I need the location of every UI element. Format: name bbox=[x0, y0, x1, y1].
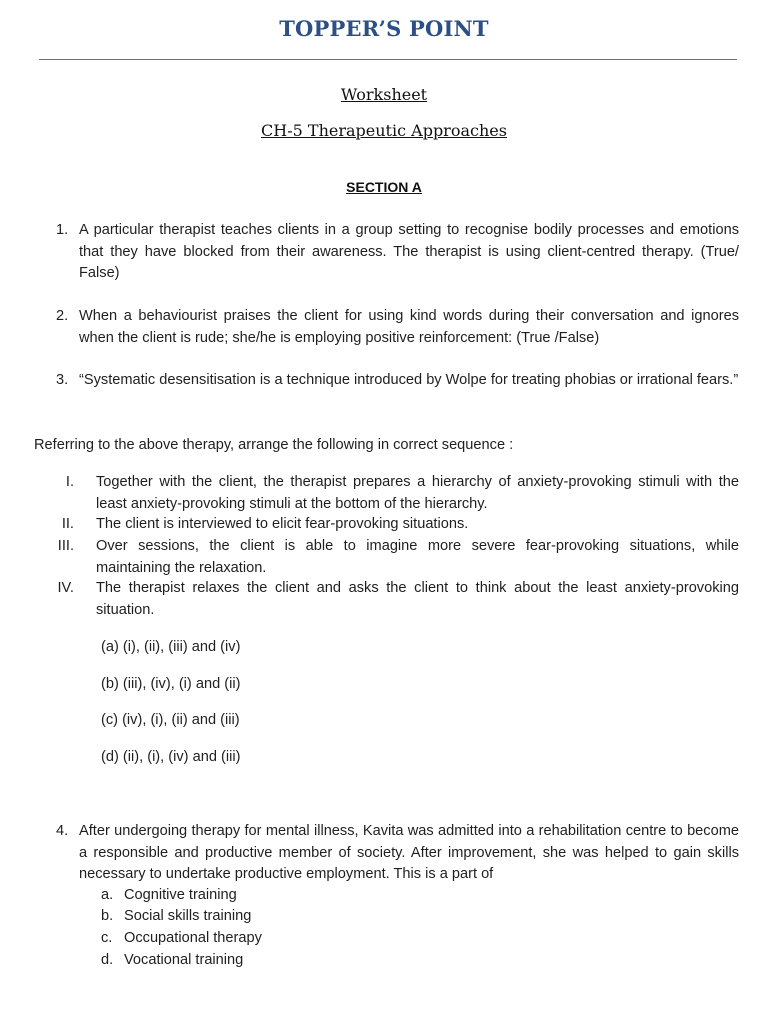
question-4-text: After undergoing therapy for mental illness, Kavita was admitted into a rehabilitation centre to become a responsible and productive member of society. After improvement, she was helped to gain skills necessary to undertake productive employment. This is a part of bbox=[79, 823, 739, 882]
brand-header: TOPPER’S POINT bbox=[279, 16, 489, 41]
section-heading: SECTION A bbox=[346, 179, 422, 195]
option-b: (b) (iii), (iv), (i) and (ii) bbox=[101, 676, 241, 692]
step-3-text: Over sessions, the client is able to imagine more severe fear-provoking situations, while maintaining the relaxation. bbox=[96, 538, 739, 576]
step-4-number: IV. bbox=[57, 580, 74, 596]
question-1-text: A particular therapist teaches clients in a group setting to recognise bodily processes and emotions that they have blocked from their awareness. The therapist is using client-centred therapy. (True/ False) bbox=[79, 222, 739, 281]
q4-option-a: Cognitive training bbox=[124, 887, 237, 903]
step-1-text: Together with the client, the therapist prepares a hierarchy of anxiety-provoking stimuli with the least anxiety-provoking stimuli at the bottom of the hierarchy. bbox=[96, 474, 739, 512]
question-1-number: 1. bbox=[56, 222, 69, 238]
header-divider bbox=[39, 59, 737, 60]
question-3-number: 3. bbox=[56, 372, 69, 388]
q4-option-b: Social skills training bbox=[124, 908, 252, 924]
q4-option-a-label: a. bbox=[101, 887, 114, 903]
option-c: (c) (iv), (i), (ii) and (iii) bbox=[101, 712, 240, 728]
question-3-text: “Systematic desensitisation is a technique introduced by Wolpe for treating phobias or irrational fears.” bbox=[79, 372, 739, 388]
step-4-text: The therapist relaxes the client and asks the client to think about the least anxiety-provoking situation. bbox=[96, 580, 739, 618]
q4-option-c-label: c. bbox=[101, 930, 113, 946]
question-2-number: 2. bbox=[56, 308, 69, 324]
option-a: (a) (i), (ii), (iii) and (iv) bbox=[101, 639, 241, 655]
q4-option-d-label: d. bbox=[101, 952, 114, 968]
question-2-text: When a behaviourist praises the client for using kind words during their conversation and ignores when the client is rude; she/he is employing positive reinforcement: (True /False) bbox=[79, 308, 739, 346]
question-4-number: 4. bbox=[56, 823, 69, 839]
chapter-title: CH-5 Therapeutic Approaches bbox=[261, 121, 507, 140]
q4-option-d: Vocational training bbox=[124, 952, 244, 968]
q4-option-c: Occupational therapy bbox=[124, 930, 262, 946]
option-d: (d) (ii), (i), (iv) and (iii) bbox=[101, 749, 241, 765]
step-2-text: The client is interviewed to elicit fear-provoking situations. bbox=[96, 516, 469, 532]
worksheet-title: Worksheet bbox=[340, 85, 428, 104]
step-2-number: II. bbox=[61, 516, 74, 532]
step-1-number: I. bbox=[65, 474, 74, 490]
step-3-number: III. bbox=[57, 538, 74, 554]
q4-option-b-label: b. bbox=[101, 908, 114, 924]
sequence-instruction: Referring to the above therapy, arrange the following in correct sequence : bbox=[34, 437, 514, 453]
